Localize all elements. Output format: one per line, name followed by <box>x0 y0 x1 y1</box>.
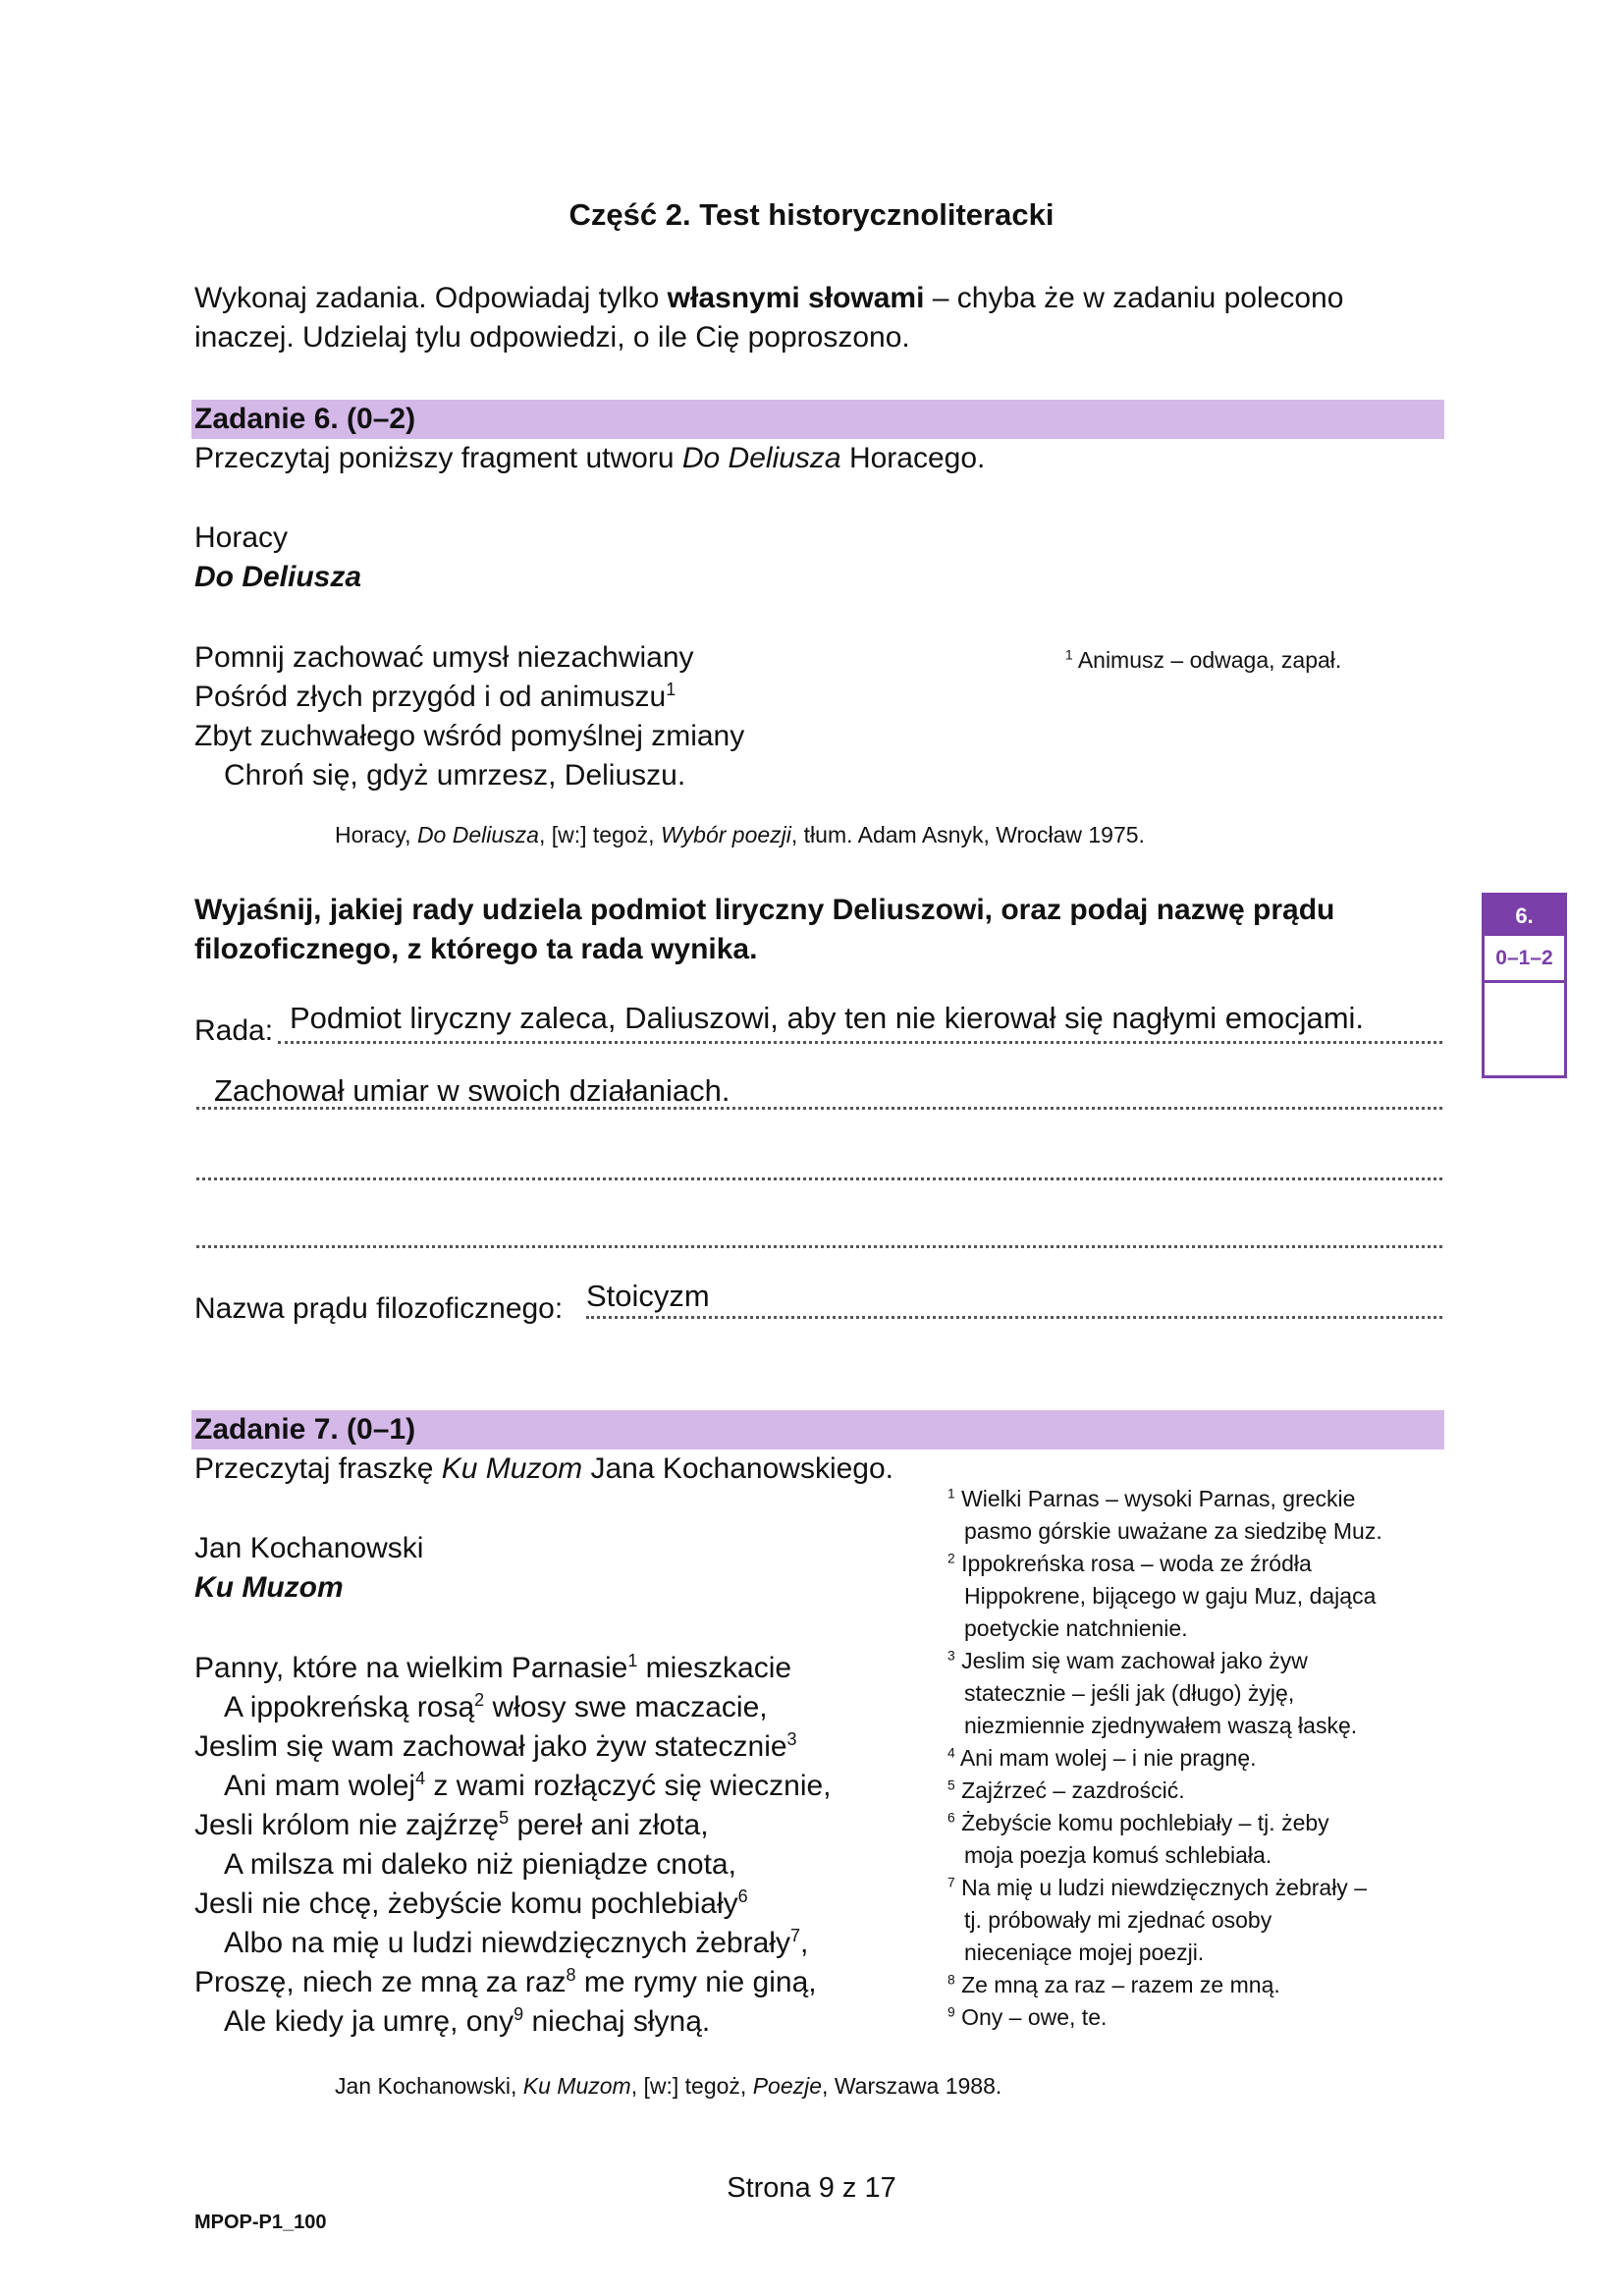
task6-footnote <box>1065 644 1341 677</box>
footnote-text: Ony – owe, te. <box>961 2004 1108 2030</box>
task6-intro-end: Horacego. <box>840 442 986 474</box>
answer-line-4[interactable] <box>196 1245 1442 1248</box>
task6-intro <box>194 439 985 478</box>
poem-line-text: mieszkacie <box>637 1652 792 1684</box>
footnote-8 <box>947 1969 1458 2001</box>
source-text: , [w:] tegoż, <box>538 822 661 847</box>
instructions-text-end: – chyba że w zadaniu polecono <box>924 282 1344 314</box>
handwritten-answer-2: Zachował umiar w swoich działaniach. <box>214 1073 730 1108</box>
handwritten-answer-nazwa: Stoicyzm <box>586 1279 710 1313</box>
exam-code: MPOP-P1_100 <box>194 2212 327 2233</box>
score-entry-cell[interactable] <box>1485 983 1564 1075</box>
footnote-marker: 1 <box>947 1486 955 1502</box>
poem-line-text: z wami rozłączyć się wiecznie, <box>425 1770 832 1802</box>
footnote-marker: 1 <box>1065 647 1073 663</box>
task7-source <box>335 2071 1001 2101</box>
footnote-marker: 1 <box>666 680 676 699</box>
footnote-text: Ze mną za raz – razem ze mną. <box>961 1972 1280 1997</box>
task7-poem-line-1 <box>194 1649 791 1688</box>
poem-line-text: Ale kiedy ja umrę, ony <box>224 2005 514 2038</box>
poem-line-text: Albo na mię u ludzi niewdzięcznych żebrały <box>224 1927 790 1959</box>
task6-poem-line-4: Chroń się, gdyż umrzesz, Deliuszu. <box>224 759 686 792</box>
footnote-marker: 8 <box>947 1972 955 1988</box>
task7-poem-line-6 <box>224 1845 736 1885</box>
footnote-9 <box>947 2001 1458 2034</box>
task6-intro-title: Do Deliusza <box>681 442 841 474</box>
source-title: Do Deliusza <box>416 822 539 847</box>
task7-poem-line-2 <box>224 1688 768 1727</box>
footnote-6-cont: moja poezja komuś schlebiała. <box>964 1842 1272 1868</box>
answer-line-1[interactable] <box>278 1041 1442 1044</box>
score-range: 0–1–2 <box>1485 936 1564 983</box>
task7-poem-line-3 <box>194 1727 797 1767</box>
handwritten-answer-1: Podmiot liryczny zaleca, Daliuszowi, aby ten nie kierował się nagłymi emocjami. <box>290 1001 1365 1035</box>
score-task-number: 6. <box>1485 896 1564 936</box>
source-text: Horacy, <box>335 822 417 847</box>
poem-line-text: A ippokreńską rosą <box>224 1691 475 1723</box>
footnote-marker: 1 <box>627 1651 638 1670</box>
footnote-marker: 6 <box>737 1886 748 1906</box>
task6-header: Zadanie 6. (0–2) <box>194 403 416 435</box>
answer-line-3[interactable] <box>196 1177 1442 1180</box>
footnote-marker: 3 <box>786 1729 797 1749</box>
task6-author: Horacy <box>194 521 289 554</box>
source-title: Ku Muzom <box>522 2073 631 2099</box>
footnote-7-cont: nieceniące mojej poezji. <box>964 1940 1205 1965</box>
footnote-text: Jeslim się wam zachował jako żyw <box>961 1648 1308 1673</box>
instructions-line-1 <box>194 279 1343 318</box>
footnote-marker: 5 <box>499 1808 510 1828</box>
footnote-2-cont: poetyckie natchnienie. <box>964 1615 1188 1641</box>
poem-line-text: Jeslim się wam zachował jako żyw statecznie <box>194 1730 787 1763</box>
footnote-marker: 7 <box>789 1926 800 1945</box>
task7-poem-title: Ku Muzom <box>194 1571 344 1604</box>
footnote-text: Na mię u ludzi niewdzięcznych żebrały – <box>961 1875 1367 1900</box>
footnote-marker: 9 <box>947 2004 955 2020</box>
footnote-3 <box>947 1645 1458 1677</box>
task6-question-line-2: filozoficznego, z którego ta rada wynika. <box>194 933 758 965</box>
footnote-2-cont: Hippokrene, bijącego w gaju Muz, dająca <box>964 1583 1377 1609</box>
task7-intro-text: Przeczytaj fraszkę <box>194 1452 442 1485</box>
nazwa-label: Nazwa prądu filozoficznego: <box>194 1292 564 1325</box>
task6-poem-title: Do Deliusza <box>194 561 362 593</box>
task7-intro <box>194 1449 893 1489</box>
footnote-4 <box>947 1742 1458 1775</box>
poem-line-text: Pośród złych przygód i od animuszu <box>194 681 667 713</box>
footnote-marker: 3 <box>947 1648 955 1664</box>
source-text: Jan Kochanowski, <box>335 2073 523 2099</box>
footnote-marker: 6 <box>947 1810 955 1826</box>
footnote-marker: 4 <box>415 1769 426 1788</box>
poem-line-text: niechaj słyną. <box>523 2005 711 2038</box>
page-number: Strona 9 z 17 <box>727 2172 896 2204</box>
poem-line-text: , <box>799 1927 809 1959</box>
footnote-1-cont: pasmo górskie uważane za siedzibę Muz. <box>964 1518 1382 1544</box>
task7-header: Zadanie 7. (0–1) <box>194 1413 416 1446</box>
footnote-marker: 4 <box>947 1745 955 1761</box>
task7-poem-line-8 <box>224 1924 808 1963</box>
poem-line-text: włosy swe maczacie, <box>484 1691 768 1723</box>
task7-author: Jan Kochanowski <box>194 1532 424 1564</box>
footnote-marker: 2 <box>474 1690 485 1710</box>
poem-line-text: A milsza mi daleko niż pieniądze cnota, <box>224 1848 736 1881</box>
task6-poem-line-3: Zbyt zuchwałego wśród pomyślnej zmiany <box>194 720 745 752</box>
task7-poem-line-10 <box>224 2002 710 2042</box>
poem-line-text: Proszę, niech ze mną za raz <box>194 1966 567 1998</box>
source-text: , Warszawa 1988. <box>822 2073 1002 2099</box>
score-box <box>1482 893 1567 1078</box>
task7-poem-line-9 <box>194 1963 817 2002</box>
footnote-marker: 5 <box>947 1777 955 1793</box>
poem-line-text: pereł ani złota, <box>509 1809 709 1841</box>
task6-poem-line-2 <box>194 678 676 717</box>
answer-line-nazwa[interactable] <box>586 1316 1442 1319</box>
source-book: Wybór poezji <box>660 822 791 847</box>
task7-poem-line-7 <box>194 1885 748 1924</box>
instructions-text: Wykonaj zadania. Odpowiadaj tylko <box>194 282 668 314</box>
instructions-bold: własnymi słowami <box>667 282 925 314</box>
rada-label: Rada: <box>194 1014 274 1047</box>
footnote-3-cont: niezmiennie zjednywałem waszą łaskę. <box>964 1713 1358 1738</box>
task6-question-line-1: Wyjaśnij, jakiej rady udziela podmiot liryczny Deliuszowi, oraz podaj nazwę prądu <box>194 894 1335 926</box>
task7-footnotes <box>947 1483 1458 2034</box>
task7-poem-line-5 <box>194 1806 709 1845</box>
task7-intro-end: Jana Kochanowskiego. <box>582 1452 893 1485</box>
footnote-marker: 7 <box>947 1875 955 1890</box>
poem-line-text: Ani mam wolej <box>224 1770 416 1802</box>
poem-line-text: me rymy nie giną, <box>575 1966 817 1998</box>
footnote-marker: 9 <box>514 2004 524 2024</box>
footnote-5 <box>947 1775 1458 1807</box>
task7-intro-title: Ku Muzom <box>441 1452 583 1485</box>
footnote-text: Zajźrzeć – zazdrościć. <box>961 1777 1185 1803</box>
footnote-2 <box>947 1548 1458 1580</box>
poem-line-text: Jesli nie chcę, żebyście komu pochlebiały <box>194 1887 738 1920</box>
source-book: Poezje <box>752 2073 823 2099</box>
task6-poem-line-1: Pomnij zachować umysł niezachwiany <box>194 641 694 674</box>
footnote-text: Żebyście komu pochlebiały – tj. żeby <box>961 1810 1329 1835</box>
footnote-1 <box>947 1483 1458 1515</box>
footnote-text: Ani mam wolej – i nie pragnę. <box>959 1745 1257 1771</box>
task6-intro-text: Przeczytaj poniższy fragment utworu <box>194 442 682 474</box>
instructions-line-2: inaczej. Udzielaj tylu odpowiedzi, o ile Cię poproszono. <box>194 321 910 354</box>
task7-poem-line-4 <box>224 1767 832 1806</box>
source-text: , [w:] tegoż, <box>630 2073 753 2099</box>
footnote-3-cont: statecznie – jeśli jak (długo) żyję, <box>964 1680 1295 1706</box>
footnote-text: Ippokreńska rosa – woda ze źródła <box>961 1551 1312 1576</box>
task6-source <box>335 820 1145 849</box>
source-text: , tłum. Adam Asnyk, Wrocław 1975. <box>790 822 1145 847</box>
footnote-text: Animusz – odwaga, zapał. <box>1077 647 1342 673</box>
poem-line-text: Jesli królom nie zajźrzę <box>194 1809 500 1841</box>
footnote-7 <box>947 1872 1458 1904</box>
part-title: Część 2. Test historycznoliteracki <box>568 197 1055 232</box>
footnote-text: Wielki Parnas – wysoki Parnas, greckie <box>961 1486 1356 1511</box>
footnote-marker: 8 <box>566 1965 576 1985</box>
footnote-6 <box>947 1807 1458 1839</box>
poem-line-text: Panny, które na wielkim Parnasie <box>194 1652 628 1684</box>
footnote-7-cont: tj. próbowały mi zjednać osoby <box>964 1907 1272 1933</box>
footnote-marker: 2 <box>947 1551 955 1566</box>
